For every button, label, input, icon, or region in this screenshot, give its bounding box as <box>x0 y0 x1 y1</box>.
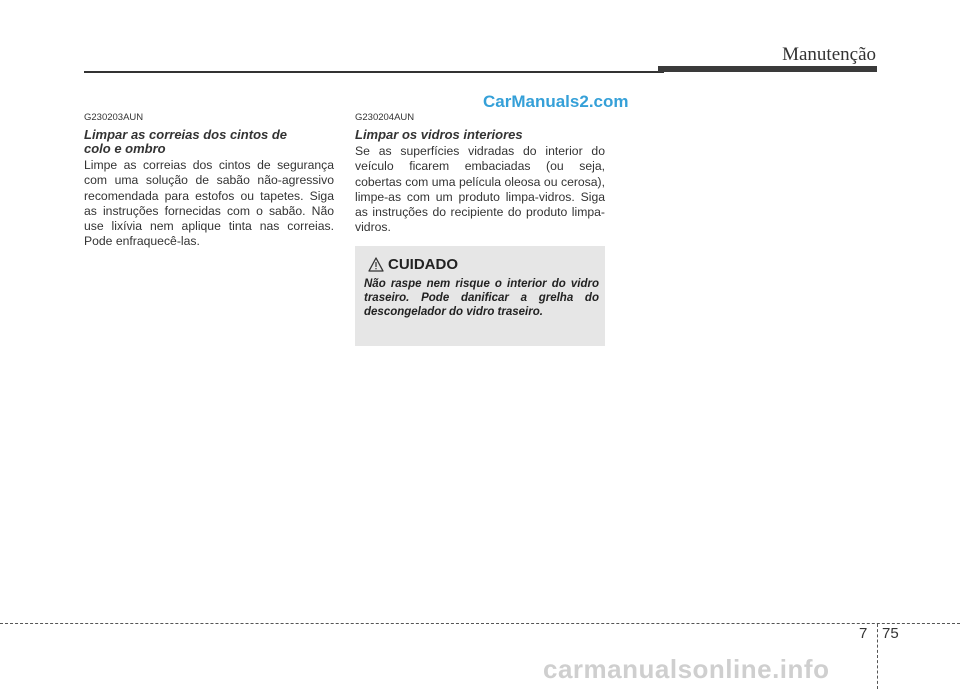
caution-box <box>355 246 605 346</box>
footer-divider <box>0 623 960 624</box>
footer-vertical-divider <box>877 624 878 689</box>
caution-title: CUIDADO <box>388 256 458 273</box>
caution-header <box>368 256 458 273</box>
section-heading <box>84 128 334 156</box>
warning-icon <box>368 257 384 272</box>
section-body: Se as superfícies vidradas do interior do veículo ficarem embaciadas (ou seja, cobertas com uma película oleosa ou cerosa), limpe-as com um produto limpa-vidros. Siga as instruções do recipiente do produto limpa-vidros. <box>355 144 605 235</box>
watermark-link[interactable]: CarManuals2.com <box>483 92 629 111</box>
left-column <box>84 112 334 250</box>
section-title: Manutenção <box>782 44 876 65</box>
page-number: 75 <box>882 625 899 642</box>
watermark-bottom: carmanualsonline.info <box>543 654 830 684</box>
chapter-number: 7 <box>859 625 868 642</box>
heading-line-2: colo e ombro <box>84 141 166 156</box>
heading-line-1: Limpar as correias dos cintos de <box>84 127 288 142</box>
right-column <box>355 112 605 236</box>
header-rule <box>84 71 664 73</box>
section-body: Limpe as correias dos cintos de segurança com uma solução de sabão não-agressivo recomendada para estofos ou tapetes. Siga as instruções fornecidas com o sabão. Não use lixívia nem aplique tinta nas correias. Pode enfraquecê-las. <box>84 158 334 249</box>
header-rule-thick <box>658 66 877 72</box>
section-code: G230204AUN <box>355 112 415 123</box>
caution-text: Não raspe nem risque o interior do vidro traseiro. Pode danificar a grelha do descongelador do vidro traseiro. <box>364 278 599 318</box>
section-code: G230203AUN <box>84 112 144 123</box>
section-heading: Limpar os vidros interiores <box>355 127 523 142</box>
